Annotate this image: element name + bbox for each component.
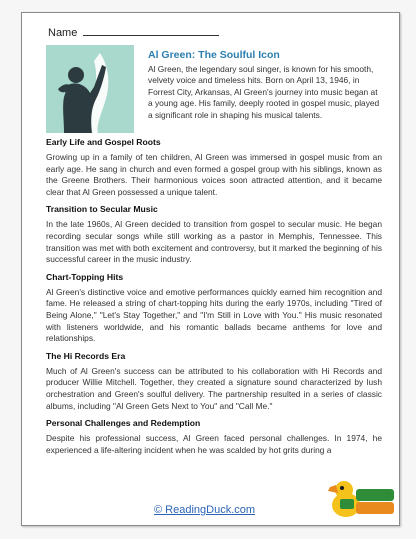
section-paragraph: Much of Al Green's success can be attributed to his collaboration with Hi Records and producer Willie Mitchell. Together, they created a signature sound characterized by lush orchestration and Green's soulful delivery. The partnership resulted in a series of classic albums, including "Al Green Gets Next to You" and "Call Me." xyxy=(46,365,382,411)
name-line[interactable] xyxy=(83,26,219,36)
section-heading: Personal Challenges and Redemption xyxy=(46,418,201,429)
reading-duck-logo xyxy=(326,475,396,521)
section-heading: Transition to Secular Music xyxy=(46,204,158,215)
section-heading: The Hi Records Era xyxy=(46,350,126,361)
section-paragraph: Growing up in a family of ten children, Al Green was immersed in gospel music from an early age. He sang in church and even formed a gospel group with his siblings, known as the Greene Brothers. Their harmonious voices soon attracted attention, and it became clear that Al Green possessed a unique talent. xyxy=(46,152,382,197)
name-label: Name xyxy=(48,27,78,39)
singer-silhouette-icon xyxy=(46,45,134,133)
article-body xyxy=(46,137,382,462)
worksheet-page xyxy=(21,12,400,526)
duck-logo-icon xyxy=(326,475,396,521)
section-paragraph: In the late 1960s, Al Green decided to transition from gospel to secular music. He began recording secular songs while still working as a pastor in Memphis, Tennessee. This transition was met with both excitement and controversy, but it marked the beginning of his successful career in the music industry. xyxy=(46,219,382,265)
site-link[interactable]: © ReadingDuck.com xyxy=(154,504,256,516)
section-heading: Chart-Topping Hits xyxy=(46,271,124,282)
name-field-row xyxy=(48,26,219,39)
singer-silhouette-image xyxy=(46,45,134,133)
section-paragraph: Al Green's distinctive voice and emotive performances quickly earned him recognition and fame. He released a string of chart-topping hits during the early 1970s, including "Tired of Being Alone," "Let's Stay Together," and "I'm Still in Love with You." His music resonated with listeners worldwide, and his romantic ballads became anthems for love and relationships. xyxy=(46,286,382,344)
intro-paragraph: Al Green, the legendary soul singer, is known for his smooth, velvety voice and timeless hits. Born on April 13, 1946, in Forrest City, Arkansas, Al Green's journey into music began at a young age. His family, deeply rooted in gospel music, played a significant role in shaping his musical talents. xyxy=(148,64,380,120)
article-title: Al Green: The Soulful Icon xyxy=(148,49,280,61)
section-paragraph: Despite his professional success, Al Green faced personal challenges. In 1974, he experienced a life-altering incident when he was scalded by hot grits during a xyxy=(46,433,382,455)
section-heading: Early Life and Gospel Roots xyxy=(46,137,161,147)
